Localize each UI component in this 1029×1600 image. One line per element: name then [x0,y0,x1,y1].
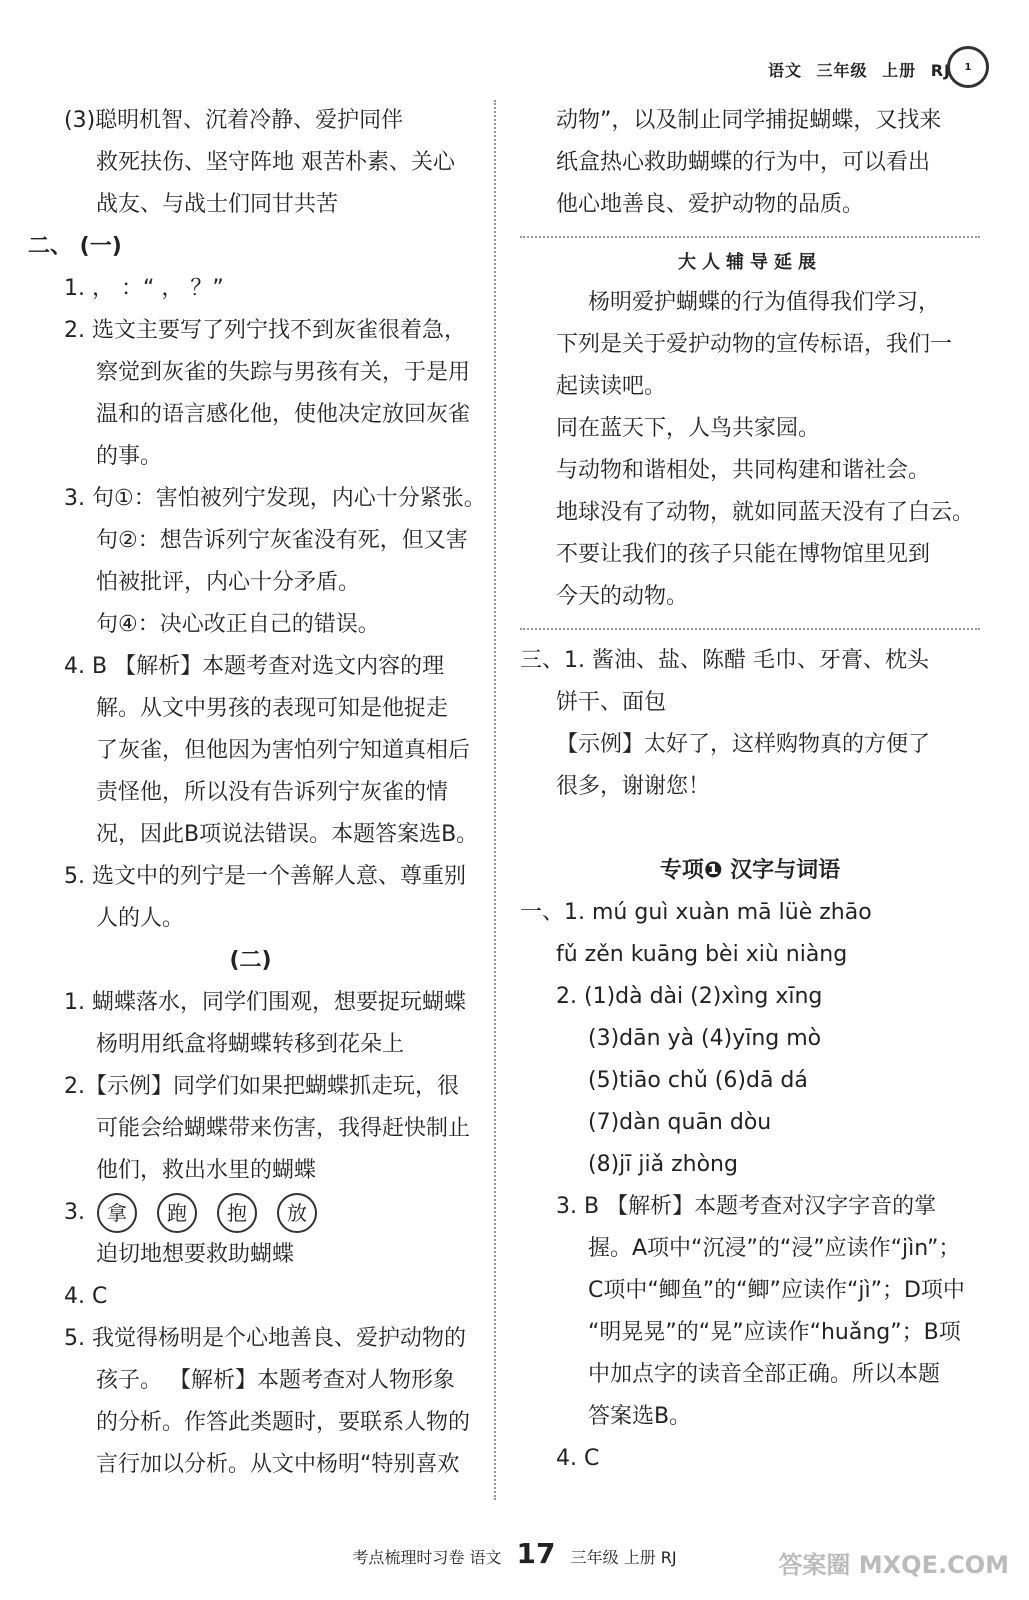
text-line: 孩子。 【解析】本题考查对人物形象 [96,1368,455,1393]
text-line: 与动物和谐相处，共同构建和谐社会。 [556,458,931,483]
column-divider [494,100,496,1500]
text-line: 纸盒热心救助蝴蝶的行为中，可以看出 [556,150,931,175]
divider [520,628,980,630]
page-number: 17 [516,1537,556,1570]
text-line: 可能会给蝴蝶带来伤害，我得赶快制止 [96,1116,471,1141]
header-subject: 语文 [767,61,802,80]
text-line: (8)jī jiǎ zhòng [588,1152,738,1177]
text-line: (二) [229,948,272,973]
section-title: 大人辅导延展 [678,252,822,273]
text-line: 1. 蝴蝶落水，同学们围观，想要捉玩蝴蝶 [64,990,466,1015]
text-line: 不要让我们的孩子只能在博物馆里见到 [556,542,931,567]
text-line: 察觉到灰雀的失踪与男孩有关，于是用 [96,360,471,385]
circled-char: 拿 [97,1193,137,1233]
text-line: 2. 选文主要写了列宁找不到灰雀很着急， [64,318,466,343]
circled-char: 抱 [217,1193,257,1233]
text-line: 4. C [64,1284,108,1309]
text-line: C项中“鲫鱼”的“鲫”应读作“jì”；D项中 [588,1278,965,1303]
text-line: 解。从文中男孩的表现可知是他捉走 [96,696,449,721]
text-line: 句②：想告诉列宁灰雀没有死，但又害 [96,528,468,553]
circled-char: 跑 [157,1193,197,1233]
text-line: 的事。 [96,444,163,469]
text-line: fǔ zěn kuāng bèi xiù niàng [556,942,848,967]
watermark: 答案圈 MXQE.COM [778,1551,1009,1579]
text-line: 救死扶伤、坚守阵地 艰苦朴素、关心 [96,150,455,175]
header-edition: RJ [930,61,951,80]
circled-verbs [28,1192,473,1234]
text-line: 了灰雀，但他因为害怕列宁知道真相后 [96,738,471,763]
text-line: 饼干、面包 [556,690,667,715]
text-line: 很多，谢谢您！ [556,774,711,799]
text-line: 3. B 【解析】本题考查对汉字字音的掌 [556,1194,937,1219]
left-column [28,100,486,1486]
text-line: 杨明用纸盒将蝴蝶转移到花朵上 [96,1032,405,1057]
footer-right: 三年级 上册 RJ [570,1548,677,1567]
text-line: 责怪他，所以没有告诉列宁灰雀的情 [96,780,449,805]
text-line: 动物”，以及制止同学捕捉蝴蝶，又找来 [556,108,942,133]
text-line: 专项❶ 汉字与词语 [659,858,841,883]
text-line: 握。A项中“沉浸”的“浸”应读作“jìn”； [588,1236,961,1261]
text-line: 句④：决心改正自己的错误。 [96,612,380,637]
text-line: 地球没有了动物，就如同蓝天没有了白云。 [556,500,975,525]
text-line: (3)dān yà (4)yīng mò [588,1026,822,1051]
text-line: 3. 句①：害怕被列宁发现，内心十分紧张。 [64,486,486,511]
text-line: 起读读吧。 [556,374,667,399]
text-line: 三、1. 酱油、盐、陈醋 毛巾、牙膏、枕头 [520,648,929,673]
text-line: 他们，救出水里的蝴蝶 [96,1158,317,1183]
brand-logo-icon: 1 [947,46,989,88]
text-line: 况，因此B项说法错误。本题答案选B。 [96,822,479,847]
text-line: 的分析。作答此类题时，要联系人物的 [96,1410,471,1435]
text-line: 1. ， ：“ ， ？” [64,276,224,301]
text-line: 5. 我觉得杨明是个心地善良、爱护动物的 [64,1326,466,1351]
text-line: 答案选B。 [588,1404,692,1429]
text-line: 5. 选文中的列宁是一个善解人意、尊重别 [64,864,466,889]
header-term: 上册 [882,61,917,80]
text-line: 言行加以分析。从文中杨明“特别喜欢 [96,1452,460,1477]
text-line: 怕被批评，内心十分矛盾。 [96,570,361,595]
text-line: “明晃晃”的“晃”应读作“huǎng”；B项 [588,1320,961,1345]
text-line: 【示例】太好了，这样购物真的方便了 [556,732,931,757]
circled-verbs-label: 3. [64,1200,85,1225]
text-line: 他心地善良、爱护动物的品质。 [556,192,865,217]
text-line: 二、 (一) [28,234,122,259]
text-line: 下列是关于爱护动物的宣传标语，我们一 [556,332,953,357]
text-line: 4. B 【解析】本题考查对选文内容的理 [64,654,445,679]
text-line: (3)聪明机智、沉着冷静、爱护同伴 [64,108,404,133]
text-line: 迫切地想要救助蝴蝶 [96,1242,295,1267]
circled-char: 放 [277,1193,317,1233]
text-line: 战友、与战士们同甘共苦 [96,192,339,217]
text-line: 中加点字的读音全部正确。所以本题 [588,1362,941,1387]
footer-left: 考点梳理时习卷 语文 [352,1548,502,1567]
right-column [520,100,980,1480]
text-line: 温和的语言感化他，使他决定放回灰雀 [96,402,471,427]
text-line: 一、1. mú guì xuàn mā lüè zhāo [520,900,872,925]
text-line: 人的人。 [96,906,185,931]
header-grade: 三年级 [816,61,868,80]
text-line: 2.【示例】同学们如果把蝴蝶抓走玩，很 [64,1074,459,1099]
divider [520,236,980,238]
text-line: 2. (1)dà dài (2)xìng xīng [556,984,823,1009]
text-line: 今天的动物。 [556,584,689,609]
text-line: (5)tiāo chǔ (6)dā dá [588,1068,808,1093]
text-line: 杨明爱护蝴蝶的行为值得我们学习， [588,290,941,315]
text-line [520,808,980,850]
text-line: (7)dàn quān dòu [588,1110,772,1135]
text-line: 同在蓝天下，人鸟共家园。 [556,416,821,441]
header [760,58,951,81]
text-line: 4. C [556,1446,600,1471]
